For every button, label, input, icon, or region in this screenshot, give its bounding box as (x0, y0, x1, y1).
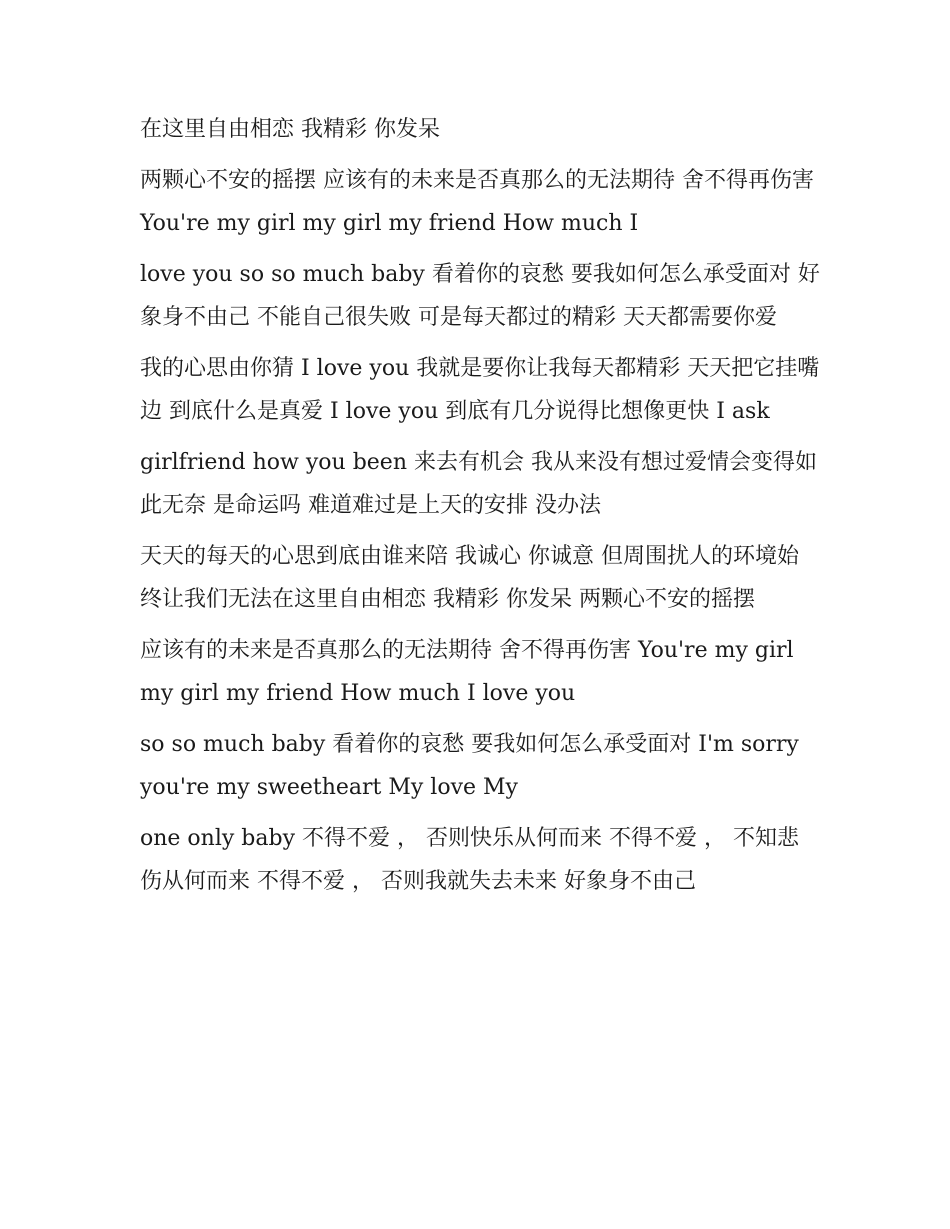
paragraph-5: girlfriend how you been 来去有机会 我从来没有想过爱情会变得如此无奈 是命运吗 难道难过是上天的安排 没办法 (140, 450, 817, 518)
paragraph-9: one only baby 不得不爱 ， 否则快乐从何而来 不得不爱 ， 不知悲伤从何而来 不得不爱 ， 否则我就失去未来 好象身不由己 (140, 826, 799, 894)
paragraph-6: 天天的每天的心思到底由谁来陪 我诚心 你诚意 但周围扰人的环境始终让我们无法在这里自由相恋 我精彩 你发呆 两颗心不安的摇摆 (140, 544, 799, 612)
paragraph-3: love you so so much baby 看着你的哀愁 要我如何怎么承受面对 好象身不由己 不能自己很失败 可是每天都过的精彩 天天都需要你爱 (140, 262, 820, 330)
paragraph-1: 在这里自由相恋 我精彩 你发呆 (140, 117, 440, 142)
lyrics-text-body (140, 108, 820, 911)
paragraph-7: 应该有的未来是否真那么的无法期待 舍不得再伤害 You're my girl my girl my friend How much I love you (140, 638, 794, 706)
paragraph-2: 两颗心不安的摇摆 应该有的未来是否真那么的无法期待 舍不得再伤害 You're my girl my girl my friend How much I (140, 168, 814, 236)
paragraph-8: so so much baby 看着你的哀愁 要我如何怎么承受面对 I'm sorry you're my sweetheart My love My (140, 732, 799, 800)
paragraph-4: 我的心思由你猜 I love you 我就是要你让我每天都精彩 天天把它挂嘴边 到底什么是真爱 I love you 到底有几分说得比想像更快 I ask (140, 356, 820, 424)
